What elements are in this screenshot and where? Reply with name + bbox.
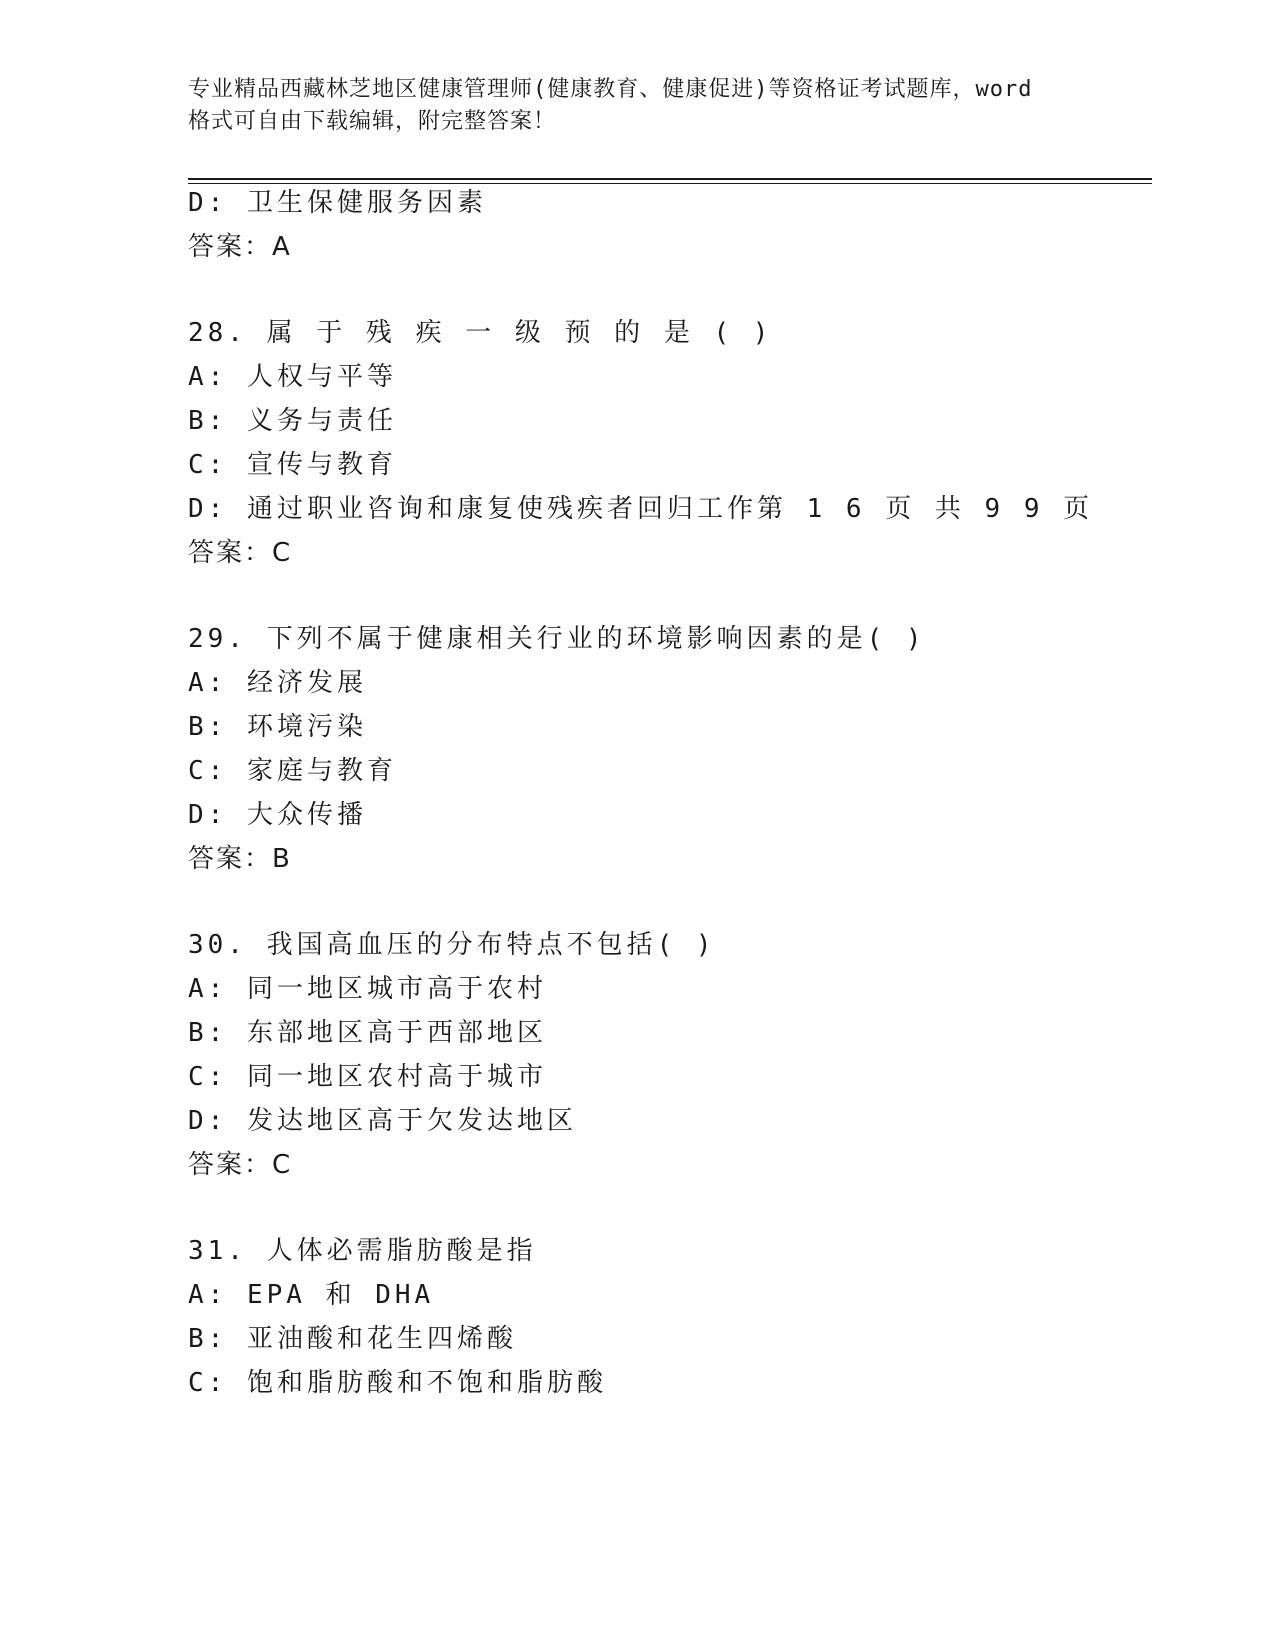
header-divider-thick [188, 178, 1152, 180]
prev-option-d: D: 卫生保健服务因素 [188, 188, 487, 218]
q28-answer: 答案：C [188, 538, 293, 568]
q31-option-a: A: EPA 和 DHA [188, 1280, 435, 1310]
q29-question: 29. 下列不属于健康相关行业的环境影响因素的是( ) [188, 624, 926, 654]
q30-option-c: C: 同一地区农村高于城市 [188, 1062, 547, 1092]
q29-option-b: B: 环境污染 [188, 712, 367, 742]
q30-question: 30. 我国高血压的分布特点不包括( ) [188, 930, 716, 960]
q28-option-d: D: 通过职业咨询和康复使残疾者回归工作第 1 6 页 共 9 9 页 [188, 494, 1094, 524]
q31-option-c: C: 饱和脂肪酸和不饱和脂肪酸 [188, 1368, 607, 1398]
q30-option-a: A: 同一地区城市高于农村 [188, 974, 547, 1004]
q29-answer: 答案：B [188, 844, 292, 874]
header-line-1: 专业精品西藏林芝地区健康管理师(健康教育、健康促进)等资格证考试题库，word [188, 77, 1033, 102]
prev-answer: 答案：A [188, 232, 292, 262]
q29-option-d: D: 大众传播 [188, 800, 367, 830]
q30-option-b: B: 东部地区高于西部地区 [188, 1018, 547, 1048]
header-line-2: 格式可自由下载编辑，附完整答案！ [188, 109, 557, 134]
q31-option-b: B: 亚油酸和花生四烯酸 [188, 1324, 517, 1354]
document-header [188, 74, 1088, 138]
q28-option-a: A: 人权与平等 [188, 362, 397, 392]
q28-option-c: C: 宣传与教育 [188, 450, 397, 480]
header-divider-thin [188, 183, 1152, 184]
q29-option-c: C: 家庭与教育 [188, 756, 397, 786]
q29-option-a: A: 经济发展 [188, 668, 367, 698]
q31-question: 31. 人体必需脂肪酸是指 [188, 1236, 537, 1266]
q30-answer: 答案：C [188, 1150, 293, 1180]
q30-option-d: D: 发达地区高于欠发达地区 [188, 1106, 577, 1136]
q28-question: 28. 属 于 残 疾 一 级 预 的 是 ( ) [188, 318, 773, 348]
q28-option-b: B: 义务与责任 [188, 406, 397, 436]
